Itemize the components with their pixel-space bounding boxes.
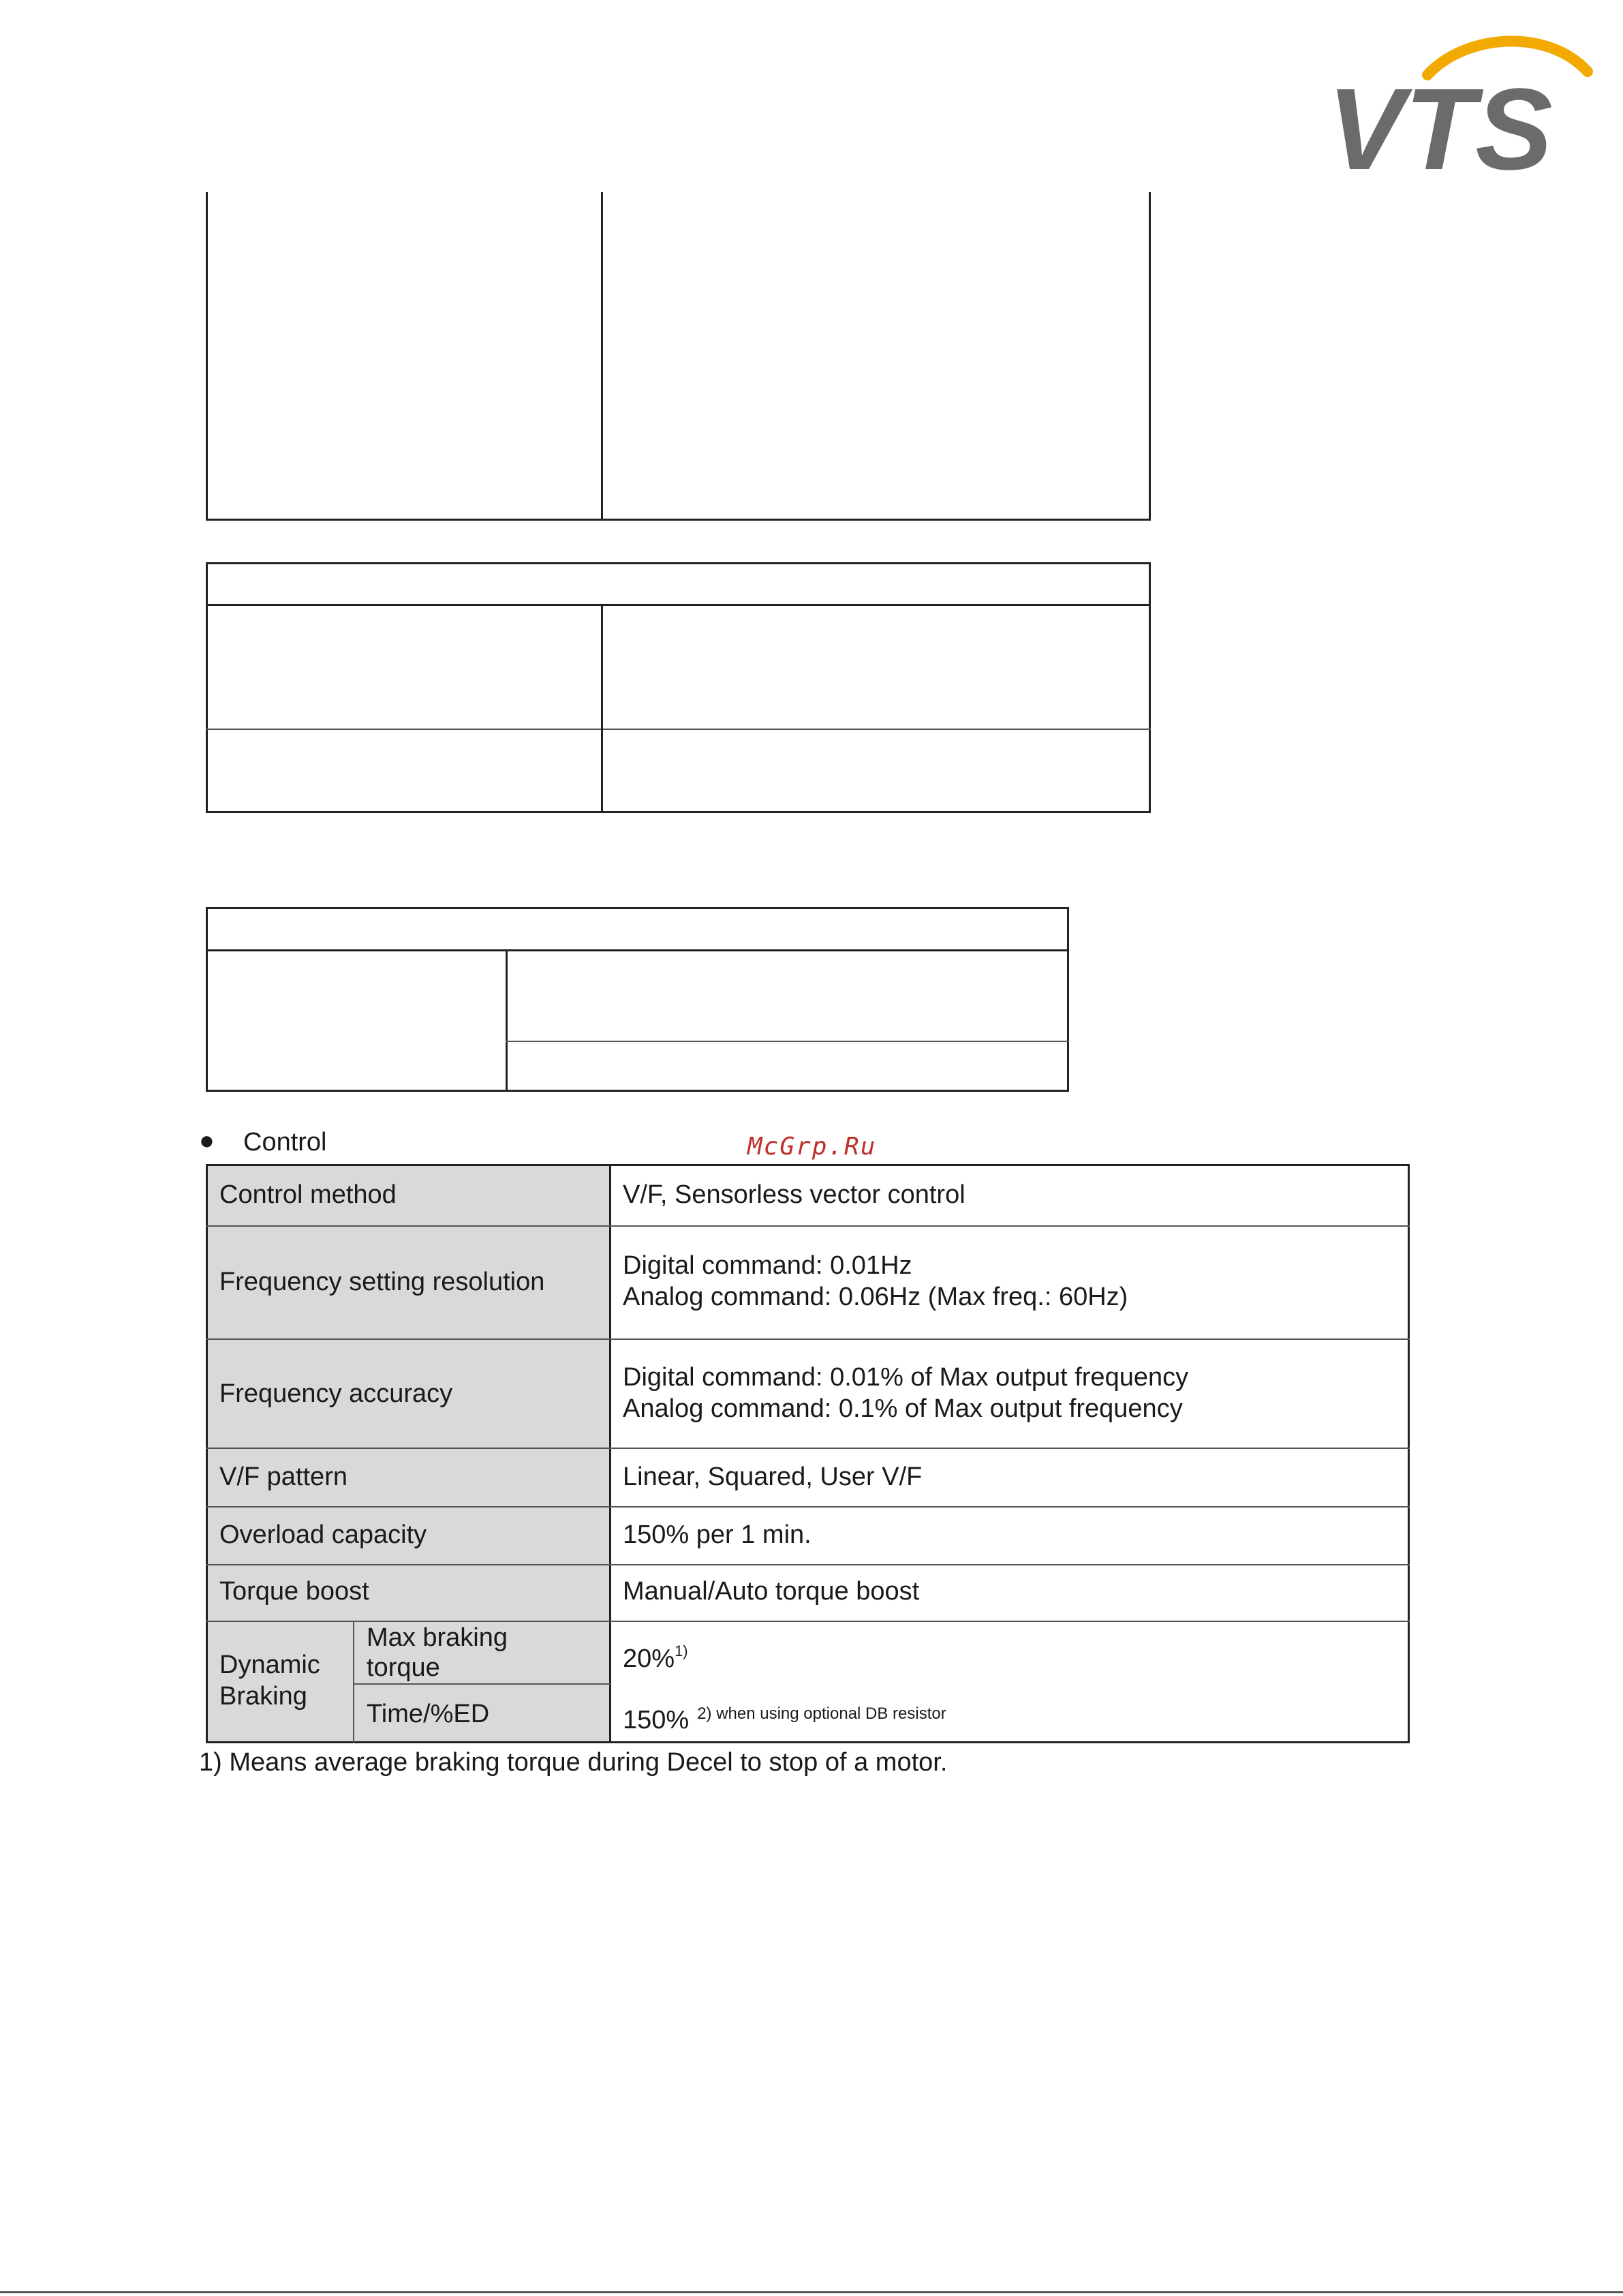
table3-mid-border (506, 949, 508, 1092)
row-value-line: Digital command: 0.01Hz (623, 1251, 912, 1280)
row-label-torque-boost: Torque boost (219, 1577, 369, 1606)
footnote-marker-1: 1) (675, 1642, 688, 1659)
row-label-frequency-setting-resolution: Frequency setting resolution (219, 1268, 545, 1296)
braking-group-label: Braking (219, 1682, 307, 1711)
table2-empty (206, 562, 1151, 813)
watermark: McGrp.Ru (747, 1133, 877, 1161)
row-value-vf-pattern: Linear, Squared, User V/F (623, 1463, 923, 1491)
table1-mid-border (601, 192, 603, 521)
time-ed-value: 150% $^{2) when using optional DB resistor}$ (623, 1704, 946, 1734)
table3-header-line (206, 949, 1069, 951)
row-divider (206, 1506, 1410, 1507)
row-value-control-method: V/F, Sensorless vector control (623, 1180, 965, 1209)
table3-row-line (506, 1041, 1069, 1042)
vts-logo (1322, 20, 1594, 184)
control-table-col-divider (609, 1164, 611, 1743)
max-braking-label: Max braking (367, 1623, 508, 1652)
row-divider (206, 1448, 1410, 1449)
table2-header-line (206, 604, 1151, 606)
row-label-control-method: Control method (219, 1180, 397, 1209)
row-value-line: Analog command: 0.1% of Max output frequency (623, 1394, 1183, 1423)
table2-mid-border (601, 604, 603, 813)
footnote-marker-2: 2) when using optional DB resistor (697, 1704, 946, 1723)
max-braking-label: torque (367, 1653, 440, 1682)
logo-graphic (1322, 20, 1594, 184)
braking-sub-divider (353, 1621, 354, 1743)
logo-letters: VTS (1327, 65, 1553, 184)
control-table (206, 1164, 1410, 1743)
row-value-overload-capacity: 150% per 1 min. (623, 1520, 812, 1549)
table1-left-border (206, 192, 208, 521)
row-value-line: Analog command: 0.06Hz (Max freq.: 60Hz) (623, 1283, 1128, 1311)
row-label-vf-pattern: V/F pattern (219, 1463, 347, 1491)
row-label-frequency-accuracy: Frequency accuracy (219, 1379, 453, 1408)
table1-bottom-border (206, 519, 1151, 521)
page-bottom-rule (0, 2291, 1623, 2293)
row-value-torque-boost: Manual/Auto torque boost (623, 1577, 920, 1606)
table1-right-border (1149, 192, 1151, 521)
row-divider (206, 1225, 1410, 1227)
max-braking-value: 20%$^{1)}$ (623, 1642, 688, 1673)
footnote: 1) Means average braking torque during Decel to stop of a motor. (199, 1748, 948, 1777)
row-value-line: Digital command: 0.01% of Max output frequency (623, 1363, 1189, 1392)
time-ed-label: Time/%ED (367, 1700, 490, 1728)
table2-row-line (206, 729, 1151, 730)
braking-group-label: Dynamic (219, 1651, 320, 1679)
row-divider (206, 1564, 1410, 1565)
section-title: Control (243, 1128, 327, 1157)
section-bullet: ● (199, 1127, 215, 1155)
row-label-overload-capacity: Overload capacity (219, 1520, 427, 1549)
braking-row-divider (353, 1683, 610, 1685)
row-divider (206, 1338, 1410, 1340)
table3-empty (206, 907, 1069, 1092)
